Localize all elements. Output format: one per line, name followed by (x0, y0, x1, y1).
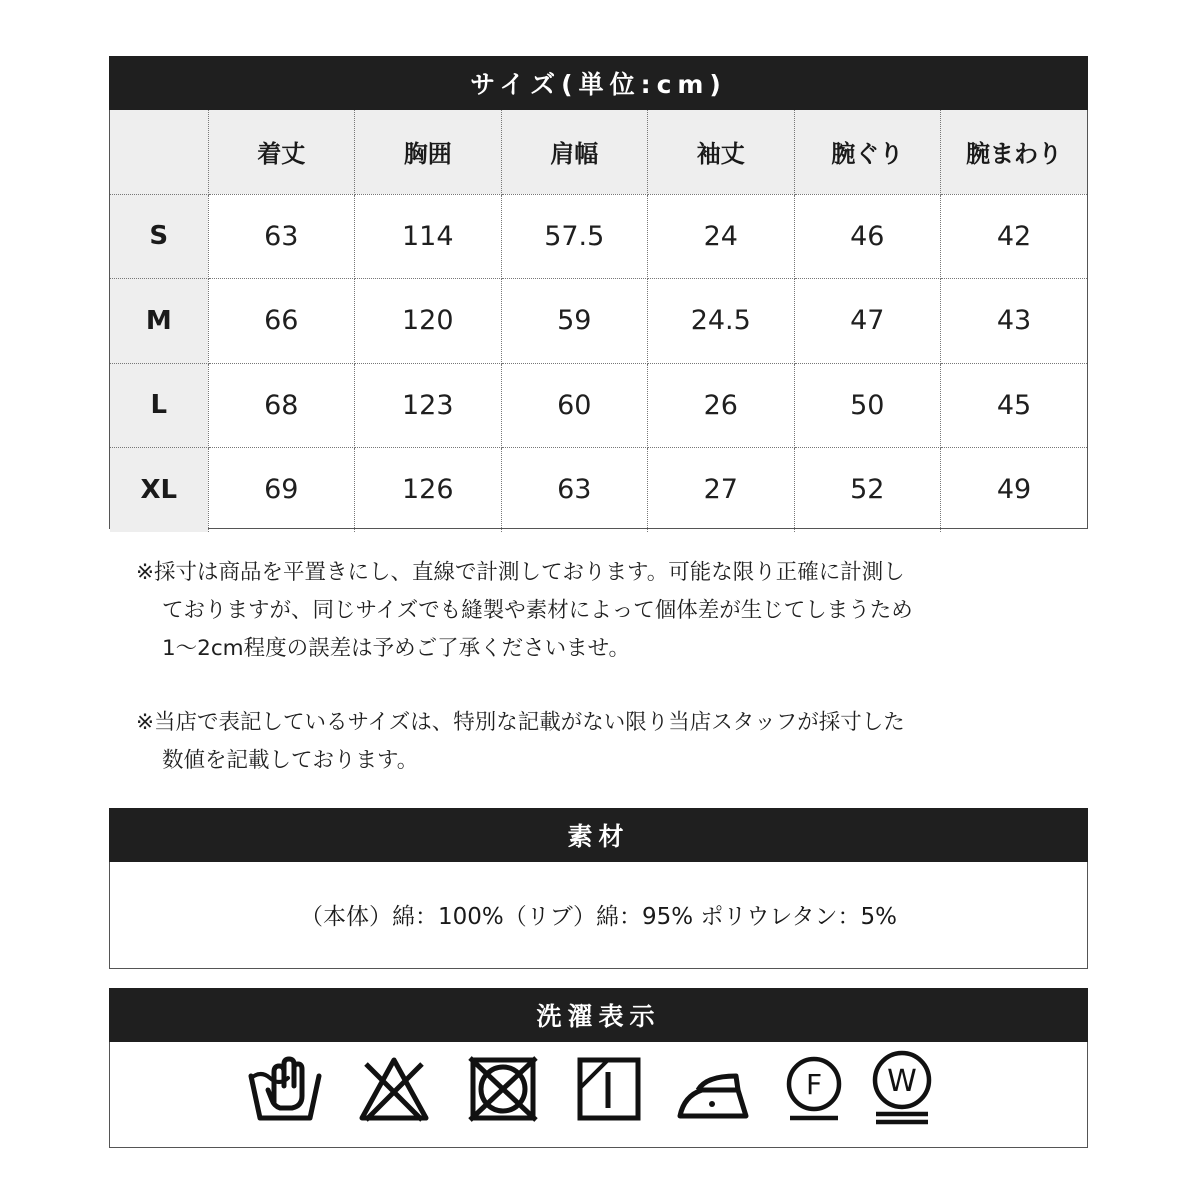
note-line: 数値を記載しております。 (162, 748, 419, 773)
table-row (110, 363, 1087, 448)
table-cell: 47 (794, 279, 941, 364)
low-iron-icon (676, 1056, 752, 1122)
column-header: 袖丈 (648, 110, 795, 194)
column-header: 腕まわり (941, 110, 1088, 194)
column-header: 肩幅 (501, 110, 648, 194)
measurement-note (136, 554, 1036, 668)
note-line: ※当店で表記しているサイズは、特別な記載がない限り当店スタッフが採寸した (136, 710, 905, 735)
table-cell: 26 (648, 363, 795, 448)
size-notation-note (136, 704, 1036, 780)
size-table-section (109, 56, 1088, 529)
table-row (110, 448, 1087, 532)
table-cell: 24 (648, 194, 795, 279)
material-composition: （本体）綿：100%（リブ）綿：95% ポリウレタン：5% (300, 904, 897, 930)
table-cell: 63 (501, 448, 648, 532)
table-cell: 27 (648, 448, 795, 532)
note-line: ※採寸は商品を平置きにし、直線で計測しております。可能な限り正確に計測し (136, 560, 905, 585)
size-label: XL (110, 448, 208, 532)
table-row (110, 279, 1087, 364)
table-cell: 52 (794, 448, 941, 532)
wet-clean-w-label: W (887, 1064, 917, 1099)
column-header: 着丈 (208, 110, 355, 194)
wet-clean-w-icon (870, 1050, 934, 1126)
table-cell: 69 (208, 448, 355, 532)
table-cell: 57.5 (501, 194, 648, 279)
corner-cell (110, 110, 208, 194)
column-header: 腕ぐり (794, 110, 941, 194)
material-title: 素材 (109, 808, 1088, 862)
no-bleach-icon (358, 1056, 430, 1122)
table-cell: 49 (996, 474, 1032, 506)
size-table (110, 110, 1087, 532)
size-table-header-row (110, 110, 1087, 194)
note-line: ておりますが、同じサイズでも縫製や素材によって個体差が生じてしまうため (162, 598, 913, 623)
column-header: 胸囲 (355, 110, 502, 194)
table-cell: 59 (501, 279, 648, 364)
table-cell: 63 (208, 194, 355, 279)
table-cell: 24.5 (648, 279, 795, 364)
size-label: M (110, 279, 208, 364)
table-cell: 123 (355, 363, 502, 448)
note-line: 1〜2cm程度の誤差は予めご了承くださいませ。 (162, 636, 630, 661)
table-cell: 120 (355, 279, 502, 364)
table-cell: 42 (941, 194, 1088, 279)
table-cell: 43 (941, 279, 1088, 364)
table-cell: 60 (501, 363, 648, 448)
table-cell: 114 (355, 194, 502, 279)
table-row (110, 194, 1087, 279)
no-tumble-dry-icon (468, 1056, 538, 1122)
size-label: S (110, 194, 208, 279)
size-table-title: サイズ(単位:cm) (109, 56, 1088, 110)
material-section (109, 808, 1088, 969)
table-cell: 68 (208, 363, 355, 448)
dry-clean-f-icon (784, 1056, 844, 1122)
table-cell: 50 (794, 363, 941, 448)
size-label: L (110, 363, 208, 448)
dry-clean-f-label: F (805, 1068, 823, 1101)
table-cell: 66 (208, 279, 355, 364)
table-cell: 45 (941, 363, 1088, 448)
care-icons-row (110, 1042, 1087, 1146)
care-title: 洗濯表示 (109, 988, 1088, 1042)
shade-line-dry-icon (576, 1056, 642, 1122)
table-cell: 126 (355, 448, 502, 532)
table-cell: 46 (794, 194, 941, 279)
hand-wash-icon (248, 1056, 322, 1122)
care-section (109, 988, 1088, 1148)
